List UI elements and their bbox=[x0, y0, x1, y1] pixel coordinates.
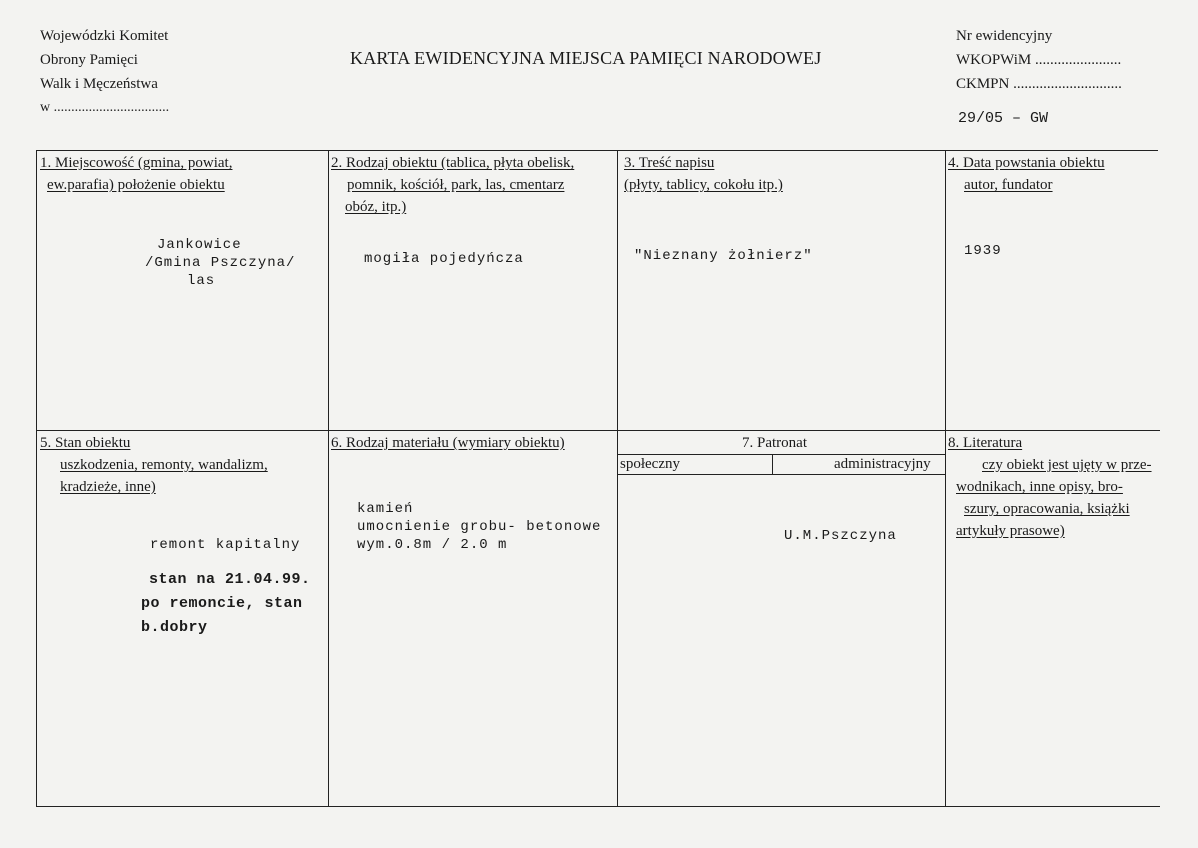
field-3-heading: 3. Treść napisu (płyty, tablicy, cokołu itp.) bbox=[624, 155, 783, 193]
field-3-value: "Nieznany żołnierz" bbox=[634, 248, 813, 264]
field-6-heading: 6. Rodzaj materiału (wymiary obiektu) bbox=[331, 435, 565, 451]
document-title: KARTA EWIDENCYJNA MIEJSCA PAMIĘCI NARODOWEJ bbox=[350, 48, 822, 68]
column-divider-1 bbox=[328, 150, 329, 806]
field-2-heading: 2. Rodzaj obiektu (tablica, płyta obelisk, pomnik, kościół, park, las, cmentarz obóz, itp.) bbox=[331, 155, 575, 215]
field-4-value: 1939 bbox=[964, 243, 1002, 259]
column-divider-3 bbox=[945, 150, 946, 806]
field-7-heading: 7. Patronat bbox=[742, 435, 807, 451]
patronat-admin-label: administracyjny bbox=[834, 456, 931, 472]
field-7-value: U.M.Pszczyna bbox=[784, 528, 897, 544]
field-1-value: Jankowice /Gmina Pszczyna/ las bbox=[145, 237, 296, 289]
registry-block bbox=[956, 24, 1122, 96]
wkopwim-label: WKOPWiM ....................... bbox=[956, 52, 1122, 68]
table-bottom-border bbox=[36, 806, 1160, 807]
field-5-value: remont kapitalny bbox=[150, 537, 301, 553]
patronat-social-label: społeczny bbox=[620, 456, 680, 472]
committee-line-2: Obrony Pamięci bbox=[40, 52, 138, 68]
field-5-heading: 5. Stan obiektu uszkodzenia, remonty, wandalizm, kradzieże, inne) bbox=[40, 435, 268, 495]
table-top-border bbox=[36, 150, 1158, 151]
committee-line-1: Wojewódzki Komitet bbox=[40, 28, 169, 44]
field-8-heading: 8. Literatura czy obiekt jest ujęty w prze- wodnikach, inne opisy, bro- szury, opracowania, książki artykuły prasowe) bbox=[948, 435, 1152, 539]
ckmpn-label: CKMPN ............................. bbox=[956, 76, 1122, 92]
field-6-value: kamień umocnienie grobu- betonowe wym.0.8m / 2.0 m bbox=[357, 501, 602, 553]
patronat-subheader-divider bbox=[772, 454, 773, 474]
table-middle-border bbox=[36, 430, 1160, 431]
table-left-border bbox=[36, 150, 37, 806]
field-5-note: stan na 21.04.99. po remoncie, stan b.dobry bbox=[141, 571, 311, 636]
field-2-value: mogiła pojedyńcza bbox=[364, 251, 524, 267]
committee-block bbox=[40, 24, 169, 120]
column-divider-2 bbox=[617, 150, 618, 806]
committee-line-3: Walk i Męczeństwa bbox=[40, 76, 158, 92]
handwritten-number: 29/05 – GW bbox=[958, 110, 1049, 127]
registry-number-label: Nr ewidencyjny bbox=[956, 28, 1053, 44]
field-1-heading: 1. Miejscowość (gmina, powiat, ew.parafia) położenie obiektu bbox=[40, 155, 233, 193]
field-4-heading: 4. Data powstania obiektu autor, fundator bbox=[948, 155, 1105, 193]
committee-line-4: w ................................. bbox=[40, 100, 170, 115]
